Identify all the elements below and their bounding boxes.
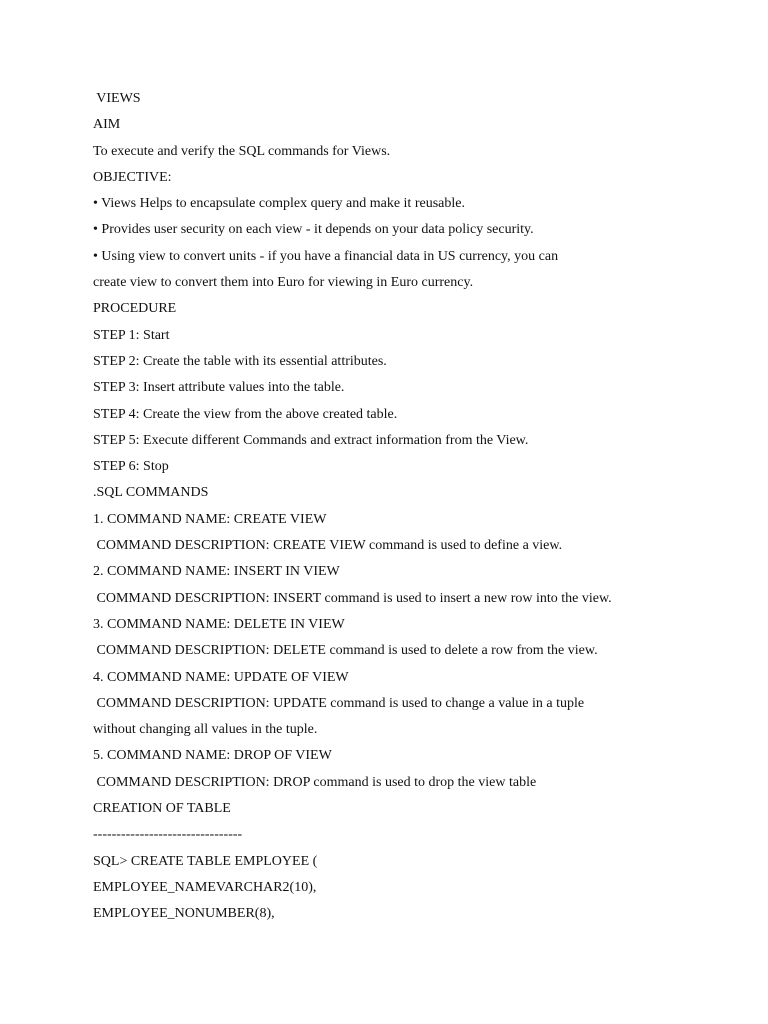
command-name: 4. COMMAND NAME: UPDATE OF VIEW [93,669,349,685]
command-description: COMMAND DESCRIPTION: DROP command is used to drop the view table [93,774,537,790]
objective-bullet-continuation: create view to convert them into Euro for viewing in Euro currency. [93,275,474,291]
command-description: COMMAND DESCRIPTION: DELETE command is used to delete a row from the view. [93,643,598,659]
command-name: 5. COMMAND NAME: DROP OF VIEW [93,748,332,764]
section-title: VIEWS [93,91,141,106]
command-description: COMMAND DESCRIPTION: INSERT command is used to insert a new row into the view. [93,590,612,606]
sql-code-line: EMPLOYEE_NAMEVARCHAR2(10), [93,879,317,895]
command-description: COMMAND DESCRIPTION: UPDATE command is used to change a value in a tuple [93,695,585,711]
command-description-continuation: without changing all values in the tuple. [93,722,318,738]
procedure-step: STEP 1: Start [93,327,170,343]
objective-bullet: • Using view to convert units - if you have a financial data in US currency, you can [93,248,559,264]
command-name: 3. COMMAND NAME: DELETE IN VIEW [93,616,345,632]
objective-bullet: • Views Helps to encapsulate complex query and make it reusable. [93,196,465,212]
procedure-step: STEP 3: Insert attribute values into the table. [93,380,345,396]
sql-commands-heading: .SQL COMMANDS [93,485,209,501]
procedure-step: STEP 4: Create the view from the above created table. [93,406,398,422]
procedure-step: STEP 6: Stop [93,459,169,475]
command-description: COMMAND DESCRIPTION: CREATE VIEW command is used to define a view. [93,538,563,554]
objective-bullet: • Provides user security on each view - it depends on your data policy security. [93,222,534,238]
command-name: 2. COMMAND NAME: INSERT IN VIEW [93,564,340,580]
document-body [93,86,733,928]
sql-code-line: SQL> CREATE TABLE EMPLOYEE ( [93,853,318,869]
procedure-heading: PROCEDURE [93,301,177,317]
command-name: 1. COMMAND NAME: CREATE VIEW [93,511,327,527]
aim-heading: AIM [93,117,121,133]
objective-heading: OBJECTIVE: [93,169,172,185]
creation-of-table-heading: CREATION OF TABLE [93,801,231,817]
aim-text: To execute and verify the SQL commands for Views. [93,143,391,159]
divider-line: -------------------------------- [93,827,243,843]
sql-code-line: EMPLOYEE_NONUMBER(8), [93,906,275,922]
procedure-step: STEP 5: Execute different Commands and extract information from the View. [93,432,529,448]
procedure-step: STEP 2: Create the table with its essential attributes. [93,353,387,369]
